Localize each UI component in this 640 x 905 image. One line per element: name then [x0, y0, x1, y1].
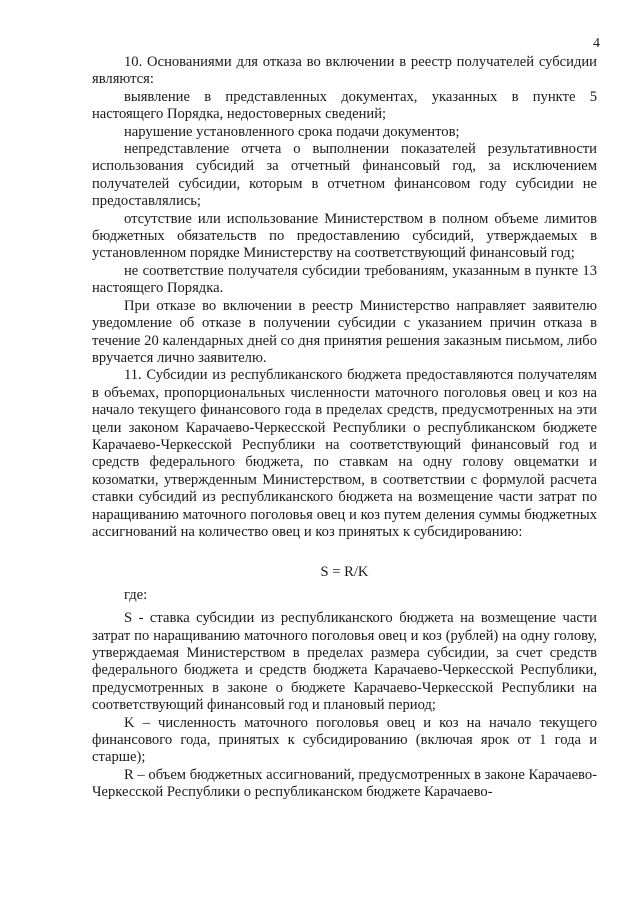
formula: S = R/K [320, 564, 369, 581]
paragraph-reason-5: не соответствие получателя субсидии требованиям, указанным в пункте 13 настоящего Порядка. [92, 262, 597, 297]
paragraph-11: 11. Субсидии из республиканского бюджета предоставляются получателям в объемах, пропорциональных численности маточного поголовья овец и коз на начало текущего финансового года в пределах средств, предусмотренных на эти цели законом Карачаево-Черкесской Республики о республиканском бюджете Карачаево-Черкесской Республики на соответствующий финансовый год и средств федерального бюджета, по ставкам на одну голову овцематки и козоматки, утвержденным Министерством, в соответствии с формулой расчета ставки субсидий из республиканского бюджета на возмещение части затрат по наращиванию маточного поголовья овец и коз путем деления суммы бюджетных ассигнований на количество овец и коз принятых к субсидированию: [92, 367, 597, 540]
document-body [92, 54, 597, 802]
paragraph-refusal-notice: При отказе во включении в реестр Министерство направляет заявителю уведомление об отказе в получении субсидии с указанием причин отказа в течение 20 календарных дней со дня принятия решения заказным письмом, либо вручается лично заявителю. [92, 297, 597, 366]
where-label: где: [124, 586, 148, 603]
paragraph-reason-1: выявление в представленных документах, указанных в пункте 5 настоящего Порядка, недостоверных сведений; [92, 88, 597, 123]
definition-k: K – численность маточного поголовья овец и коз на начало текущего финансового года, принятых к субсидированию (включая ярок от 1 года и старше); [92, 714, 597, 766]
paragraph-reason-2: нарушение установленного срока подачи документов; [124, 123, 460, 140]
paragraph-reason-4: отсутствие или использование Министерством в полном объеме лимитов бюджетных обязательств по предоставлению субсидий, утверждаемых в установленном порядке Министерству на соответствующий финансовый год; [92, 210, 597, 262]
definition-s: S - ставка субсидии из республиканского бюджета на возмещение части затрат по наращиванию маточного поголовья овец и коз (рублей) на одну голову, утверждаемая Министерством в пределах размера субсидии, за счет средств федерального бюджета и средств бюджета Карачаево-Черкесской Республики, предусмотренных в законе о бюджете Карачаево-Черкесской Республики на соответствующий финансовый год и плановый период; [92, 610, 597, 714]
paragraph-10-title: 10. Основаниями для отказа во включении в реестр получателей субсидии являются: [92, 54, 597, 88]
definition-r: R – объем бюджетных ассигнований, предусмотренных в законе Карачаево-Черкесской Республики о республиканском бюджете Карачаево- [92, 766, 597, 801]
paragraph-reason-3: непредставление отчета о выполнении показателей результативности использования субсидий за отчетный финансовый год, за исключением получателей субсидии, которым в отчетном финансовом году субсидии не предоставлялись; [92, 141, 597, 210]
page-number: 4 [593, 36, 600, 51]
